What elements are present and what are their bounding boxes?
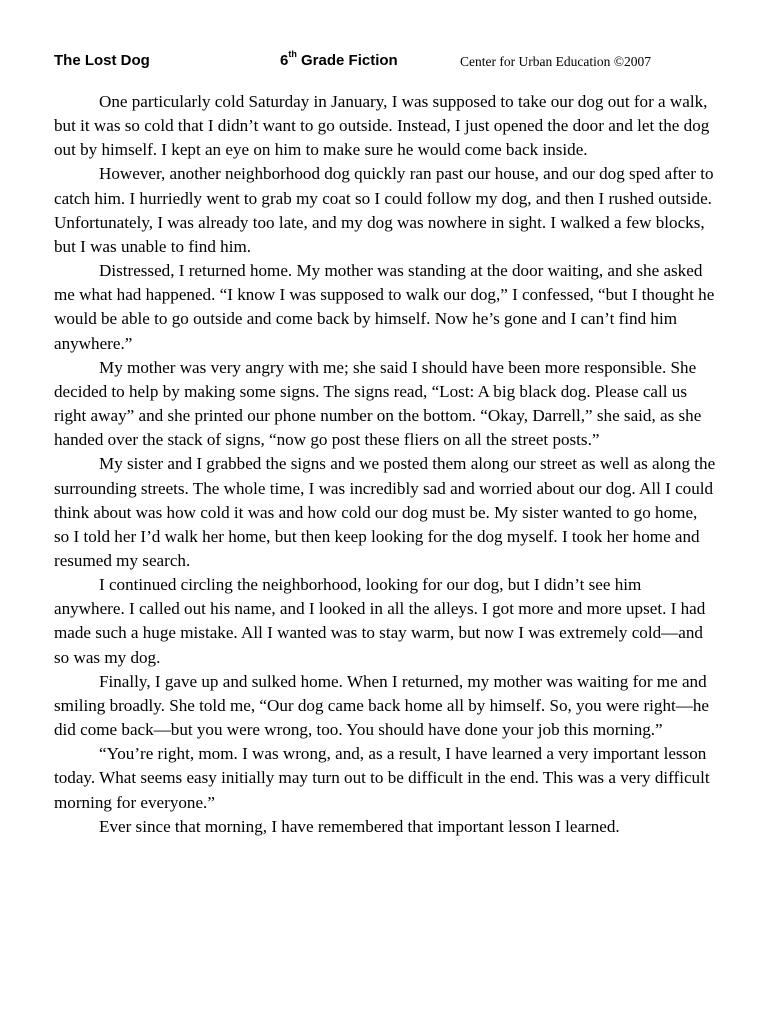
grade-level <box>280 49 398 69</box>
paragraph: My mother was very angry with me; she said I should have been more responsible. She decided to help by making some signs. The signs read, “Lost: A big black dog. Please call us right away” and she printed our phone number on the bottom. “Okay, Darrell,” she said, as she handed over the stack of signs, “now go post these fliers on all the street posts.” <box>54 357 702 450</box>
story-body <box>54 90 716 839</box>
paragraph: However, another neighborhood dog quickly ran past our house, and our dog sped after to catch him. I hurriedly went to grab my coat so I could follow my dog, and then I rushed outside. Unfortunately, I was already too late, and my dog was nowhere in sight. I walked a few blocks, but I was unable to find him. <box>54 164 714 256</box>
paragraph: My sister and I grabbed the signs and we posted them along our street as well as along the surrounding streets. The whole time, I was incredibly sad and worried about our dog. All I could think about was how cold it was and how cold our dog must be. My sister wanted to go home, so I told her I’d walk her home, but then keep looking for the dog myself. I took her home and resumed my search. <box>54 454 716 570</box>
grade-suffix: th <box>288 49 297 59</box>
page-header <box>54 49 734 78</box>
paragraph: Ever since that morning, I have remembered that important lesson I learned. <box>99 816 620 836</box>
paragraph: One particularly cold Saturday in January, I was supposed to take our dog out for a walk, but it was so cold that I didn’t want to go outside. Instead, I just opened the door and let the dog out by himself. I kept an eye on him to make sure he would come back inside. <box>54 92 710 160</box>
story-title: The Lost Dog <box>54 52 150 69</box>
grade-number: 6 <box>280 52 289 69</box>
grade-label: Grade Fiction <box>301 52 398 69</box>
paragraph: Distressed, I returned home. My mother was standing at the door waiting, and she asked me what had happened. “I know I was supposed to walk our dog,” I confessed, “but I thought he would be able to go outside and come back by himself. Now he’s gone and I can’t find him anywhere.” <box>54 261 715 353</box>
paragraph: Finally, I gave up and sulked home. When I returned, my mother was waiting for me and smiling broadly. She told me, “Our dog came back home all by himself. So, you were right—he did come back—but you were wrong, too. You should have done your job this morning.” <box>54 671 709 740</box>
paragraph: I continued circling the neighborhood, looking for our dog, but I didn’t see him anywhere. I called out his name, and I looked in all the alleys. I got more and more upset. I had made such a huge mistake. All I wanted was to stay warm, but now I was extremely cold—and so was my dog. <box>54 575 706 667</box>
source-credit: Center for Urban Education ©2007 <box>460 54 651 69</box>
paragraph: “You’re right, mom. I was wrong, and, as a result, I have learned a very important lesson today. What seems easy initially may turn out to be difficult in the end. This was a very difficult morning for everyone.” <box>54 744 710 812</box>
